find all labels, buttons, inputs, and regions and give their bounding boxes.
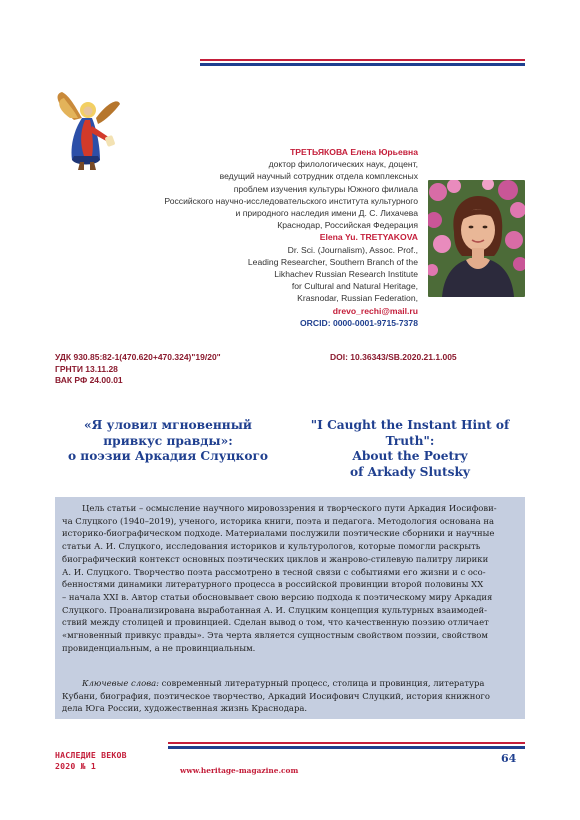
author-line: Krasnodar, Russian Federation, — [297, 293, 418, 304]
author-name-ru: ТРЕТЬЯКОВА Елена Юрьевна — [290, 147, 418, 157]
author-orcid: ORCID: 0000-0001-9715-7378 — [300, 317, 418, 328]
author-line: Likhachev Russian Research Institute — [274, 269, 418, 280]
author-line: for Cultural and Natural Heritage, — [291, 281, 418, 292]
author-line: Leading Researcher, Southern Branch of the — [247, 256, 418, 267]
angel-illustration — [52, 90, 122, 172]
author-line: проблем изучения культуры Южного филиала — [233, 183, 418, 194]
abstract-line: Слуцкого. Проанализирована выработанная А. И. Слуцким концепция культурных взаимодей- — [62, 604, 488, 615]
abstract-line: – начала XXI в. Автор статьи обосновывает свою версию подхода к поэтическому миру Аркадия — [62, 591, 493, 602]
article-title-en — [300, 418, 520, 480]
journal-issue: 2020 № 1 — [55, 760, 97, 771]
abstract-line: А. И. Слуцкого. Творчество поэта рассмотрено в тесной связи с событиями его жизни и с осо- — [62, 566, 486, 577]
abstract-line: провиденциальным, а не провинциальным. — [62, 642, 256, 653]
keywords-line: современный литературный процесс, столица и провинция, литература — [159, 678, 485, 688]
abstract-line: историко-биографическом подходе. Материалами послужили поэтические сборники и научные — [62, 528, 495, 539]
abstract-line: статьи А. И. Слуцкого, исследования историков и культурологов, которые помогли раскрыть — [62, 541, 481, 552]
journal-logo — [55, 750, 127, 771]
vak-code: ВАК РФ 24.00.01 — [55, 375, 123, 385]
grnti-code: ГРНТИ 13.11.28 — [55, 363, 118, 374]
author-line: Российского научно-исследовательского института культурного — [164, 195, 418, 206]
title-line: привкус правды»: — [103, 433, 233, 448]
footer-rule-red — [168, 742, 525, 744]
abstract-line: ча Слуцкого (1940–2019), ученого, историка книги, поэта и педагога. Методология основана на — [62, 515, 494, 526]
author-email-link[interactable]: drevo_rechi@mail.ru — [332, 305, 418, 316]
keywords-line: Кубани, биография, поэтическое творчество, Аркадий Иосифович Слуцкий, история книжного — [62, 690, 490, 701]
title-line: of Arkady Slutsky — [350, 464, 470, 479]
doi-code[interactable]: DOI: 10.36343/SB.2020.21.1.005 — [330, 352, 457, 362]
header-rule-blue — [200, 63, 525, 66]
title-line: о поэзии Аркадия Слуцкого — [67, 449, 269, 463]
udk-code: УДК 930.85:82-1(470.620+470.324)"19/20" — [55, 352, 221, 362]
header-rule-red — [200, 59, 525, 61]
author-name-en: Elena Yu. TRETYAKOVA — [319, 232, 418, 243]
abstract-text — [62, 502, 519, 654]
author-line: доктор филологических наук, доцент, — [268, 159, 418, 170]
author-line: Dr. Sci. (Journalism), Assoc. Prof., — [287, 244, 418, 255]
title-line: About the Poetry — [352, 449, 468, 463]
abstract-line: «мгновенный привкус правды». Эта черта является сущностным свойством поэзии, свойством — [62, 630, 488, 641]
journal-website-link[interactable]: www.heritage-magazine.com — [180, 766, 299, 775]
title-line: «Я уловил мгновенный — [84, 418, 252, 432]
abstract-line: биографический контекст основных поэтических циклов и жанрово-стилевую палитру лирики — [62, 553, 489, 564]
keywords-line: дела Юга России, художественная жизнь Краснодара. — [62, 703, 308, 714]
classification-codes — [55, 352, 221, 387]
author-line: Краснодар, Российская Федерация — [277, 220, 418, 231]
page-number: 64 — [501, 752, 517, 765]
author-photo — [428, 180, 525, 297]
abstract-line: ствий между столицей и провинцией. Сделан вывод о том, что качественную поэзию отличает — [62, 617, 489, 628]
keywords-label: Ключевые слова: — [82, 678, 159, 688]
title-line: "I Caught the Instant Hint of Truth": — [310, 418, 510, 448]
article-title-ru — [58, 418, 278, 465]
footer-rule-blue — [168, 746, 525, 749]
author-info — [118, 146, 418, 329]
author-line: ведущий научный сотрудник отдела комплексных — [219, 171, 418, 182]
keywords — [62, 677, 519, 715]
author-line: и природного наследия имени Д. С. Лихачева — [235, 208, 418, 219]
abstract-line: бенностями динамики литературного процесса в российской провинции второй половины ХХ — [62, 579, 484, 590]
journal-name: НАСЛЕДИЕ ВЕКОВ — [55, 750, 127, 760]
abstract-line: Цель статьи – осмысление научного мировоззрения и творческого пути Аркадия Иосифови- — [82, 503, 497, 513]
